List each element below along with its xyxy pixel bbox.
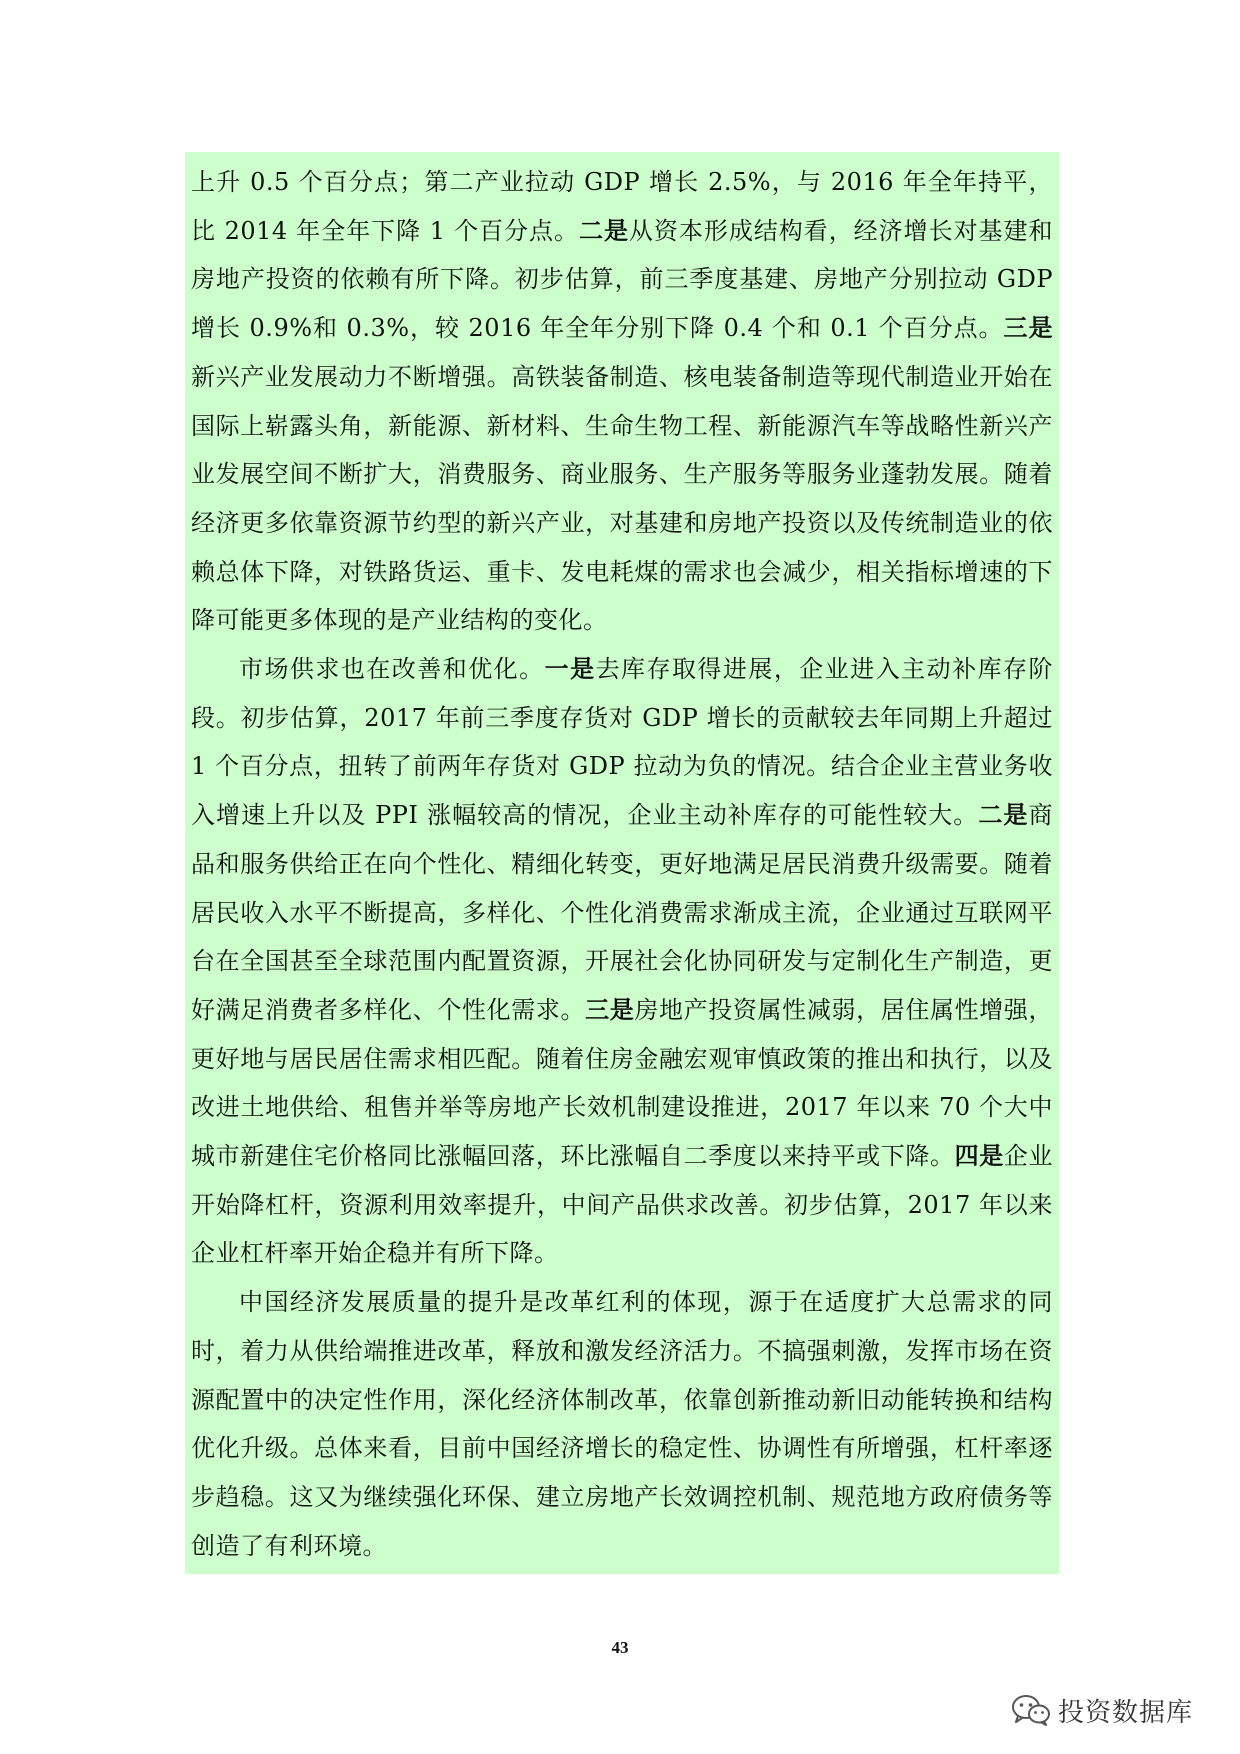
text-run: 从资本形成结构看，经济增长对基建和房地产投资的依赖有所下降。初步估算，前三季度基建、房地产分别拉动 GDP 增长 0.9%和 0.3%，较 2016 年全年分别下降 0.4 个和 0.1 个百分点。 — [191, 216, 1053, 343]
bold-enumerator: 二是 — [578, 215, 629, 245]
bold-enumerator: 四是 — [954, 1141, 1004, 1171]
text-run: 新兴产业发展动力不断增强。高铁装备制造、核电装备制造等现代制造业开始在国际上崭露头角，新能源、新材料、生命生物工程、新能源汽车等战略性新兴产业发展空间不断扩大，消费服务、商业服务、生产服务等服务业蓬勃发展。随着经济更多依靠资源节约型的新兴产业，对基建和房地产投资以及传统制造业的依赖总体下降，对铁路货运、重卡、发电耗煤的需求也会减少，相关指标增速的下降可能更多体现的是产业结构的变化。 — [191, 362, 1053, 635]
text-run: 上升 0.5 个百分点；第二产业拉动 GDP 增长 2.5%，与 2016 年全年持平，比 2014 年全年下降 1 个百分点。 — [191, 168, 1053, 245]
paragraph — [191, 158, 1053, 645]
paragraph — [191, 645, 1053, 1278]
bold-enumerator: 三是 — [585, 994, 635, 1024]
text-run: 房地产投资属性减弱，居住属性增强，更好地与居民居住需求相匹配。随着住房金融宏观审慎政策的推出和执行，以及改进土地供给、租售并举等房地产长效机制建设推进，2017 年以来 70 个大中城市新建住宅价格同比涨幅回落，环比涨幅自二季度以来持平或下降。 — [191, 995, 1054, 1171]
paragraph — [191, 1278, 1053, 1570]
watermark-text: 投资数据库 — [1058, 1697, 1194, 1728]
highlighted-text-block — [185, 152, 1059, 1574]
text-run: 去库存取得进展，企业进入主动补库存阶段。初步估算，2017 年前三季度存货对 GDP 增长的贡献较去年同期上升超过 1 个百分点，扭转了前两年存货对 GDP 拉动为负的情况。结合企业主营业务收入增速上升以及 PPI 涨幅较高的情况，企业主动补库存的可能性较大。 — [191, 655, 1054, 830]
page-number: 43 — [611, 1638, 629, 1657]
watermark — [1010, 1686, 1193, 1734]
text-run: 商品和服务供给正在向个性化、精细化转变，更好地满足居民消费升级需要。随着居民收入水平不断提高，多样化、个性化消费需求渐成主流，企业通过互联网平台在全国甚至全球范围内配置资源，开展社会化协同研发与定制化生产制造，更好满足消费者多样化、个性化需求。 — [191, 801, 1053, 1024]
wechat-icon — [1010, 1692, 1052, 1728]
bold-enumerator: 一是 — [544, 654, 596, 684]
text-run: 企业开始降杠杆，资源利用效率提升，中间产品供求改善。初步估算，2017 年以来企业杠杆率开始企稳并有所下降。 — [191, 1142, 1054, 1268]
bold-enumerator: 三是 — [1003, 313, 1054, 343]
text-run: 中国经济发展质量的提升是改革红利的体现，源于在适度扩大总需求的同时，着力从供给端推进改革，释放和激发经济活力。不搞强刺激，发挥市场在资源配置中的决定性作用，深化经济体制改革，依靠创新推动新旧动能转换和结构优化升级。总体来看，目前中国经济增长的稳定性、协调性有所增强，杠杆率逐步趋稳。这又为继续强化环保、建立房地产长效调控机制、规范地方政府债务等创造了有利环境。 — [191, 1288, 1053, 1560]
bold-enumerator: 二是 — [978, 800, 1029, 830]
text-run: 市场供求也在改善和优化。 — [239, 655, 545, 684]
